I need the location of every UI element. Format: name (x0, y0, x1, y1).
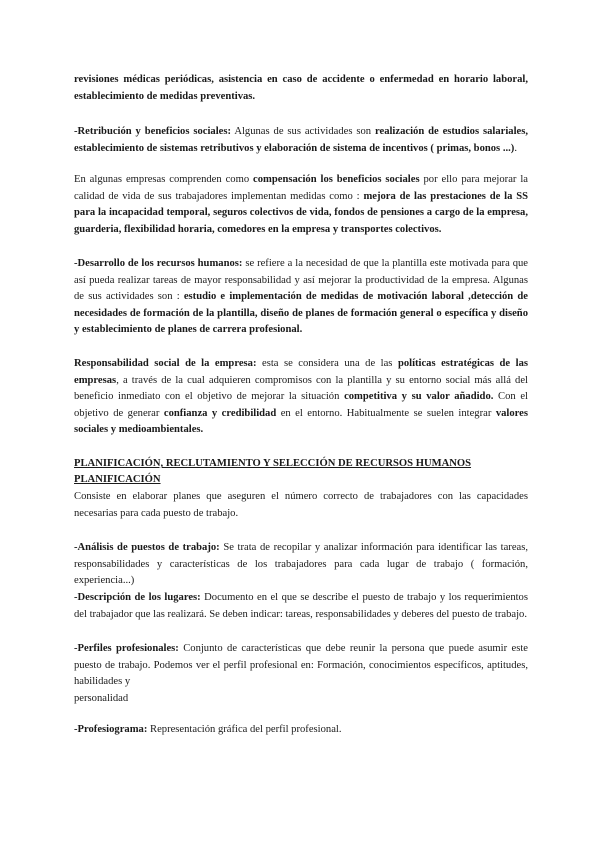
body-text: se refiere a la necesidad de que la plantilla este motivada para que así pueda realizar tareas de mayor responsabilidad y así mejorar la productividad de la empresa. Algunas de sus actividades son : (74, 258, 528, 303)
body-text: , a través de la cual adquieren compromisos con la plantilla y su entorno social más allá del beneficio inmediato con el objetivo de mejorar la situación (74, 374, 528, 403)
body-text: En algunas empresas comprenden como (74, 174, 254, 185)
bold-text: estudio e implementación de medidas de motivación laboral ,detección de necesidades de formación de la plantilla, diseño de planes de formación general o específica y diseño y establecimiento de planes de carrera profesional. (74, 291, 528, 336)
body-text: Documento en el que se describe el puesto de trabajo y los requerimientos del trabajador que las realizará. Se deben indicar: tareas, responsabilidades y deberes del puesto de trabajo. (74, 592, 528, 620)
paragraph-medical-reviews (74, 72, 528, 105)
bold-text: -Descripción de los lugares: (74, 592, 201, 603)
body-text: personalidad (74, 692, 129, 704)
paragraph-perfiles-profesionales (74, 641, 528, 707)
bold-text: -Perfiles profesionales: (74, 643, 179, 654)
paragraph-descripcion-lugares (74, 590, 528, 623)
bold-text: competitiva y su valor añadido. (344, 391, 494, 403)
paragraph-profesiograma (74, 722, 528, 739)
body-text: esta se considera una de las (256, 358, 398, 369)
body-text: Con el objetivo de generar (74, 391, 528, 419)
bold-text: -Profesiograma: (74, 724, 148, 735)
body-text: Conjunto de características que debe reunir la persona que puede asumir este puesto de trabajo. Podemos ver el perfil profesional en: Formación, conocimientos específicos, aptitudes, habilidades y (74, 643, 528, 688)
body-text: por ello para mejorar la calidad de vida de sus trabajadores implementan medidas como : (74, 174, 528, 202)
paragraph-retribucion (74, 124, 528, 157)
subsection-heading: PLANIFICACIÓN (74, 474, 161, 485)
section-heading: PLANIFICACIÓN, RECLUTAMIENTO Y SELECCIÓN DE RECURSOS HUMANOS (74, 458, 472, 469)
bold-text: -Desarrollo de los recursos humanos: (74, 258, 243, 269)
paragraph-planificacion (74, 489, 528, 522)
bold-text: valores sociales y medioambientales. (74, 407, 528, 436)
bold-text: realización de estudios salariales, establecimiento de sistemas retributivos y elaboración de sistema de incentivos ( primas, bonos ...) (74, 126, 528, 154)
bold-text: -Análisis de puestos de trabajo: (74, 542, 220, 553)
bold-text: mejora de las prestaciones de la SS para la incapacidad temporal, seguros colectivos de vida, fondos de pensiones a cargo de la empresa, guarderia, flexibilidad horaria, comedores en la empresa y transportes colectivos. (74, 190, 528, 235)
body-text: en el entorno. Habitualmente se suelen integrar (276, 407, 496, 419)
body-text: Consiste en elaborar planes que aseguren el número correcto de trabajadores con las capacidades necesarias para cada puesto de trabajo. (74, 491, 528, 519)
paragraph-desarrollo (74, 256, 528, 339)
bold-text: -Retribución y beneficios sociales: (74, 126, 232, 137)
body-text: Representación gráfica del perfil profesional. (147, 724, 342, 735)
body-text: Se trata de recopilar y analizar información para identificar las tareas, responsabilidades y características de los trabajadores para cada lugar de trabajo ( formación, experiencia...) (74, 542, 528, 587)
bold-text: confianza y credibilidad (163, 407, 277, 419)
bold-text: compensación los beneficios sociales (253, 174, 420, 185)
body-text: Algunas de sus actividades son (231, 126, 375, 137)
paragraph-compensacion (74, 172, 528, 238)
bold-text: revisiones médicas periódicas, asistencia en caso de accidente o enfermedad en horario laboral, establecimiento de medidas preventivas. (74, 74, 528, 102)
bold-text: Responsabilidad social de la empresa: (74, 358, 257, 369)
paragraph-responsabilidad-social (74, 356, 528, 439)
paragraph-analisis-puestos (74, 540, 528, 590)
bold-text: políticas estratégicas de las empresas (74, 358, 528, 386)
body-text: . (514, 142, 517, 154)
